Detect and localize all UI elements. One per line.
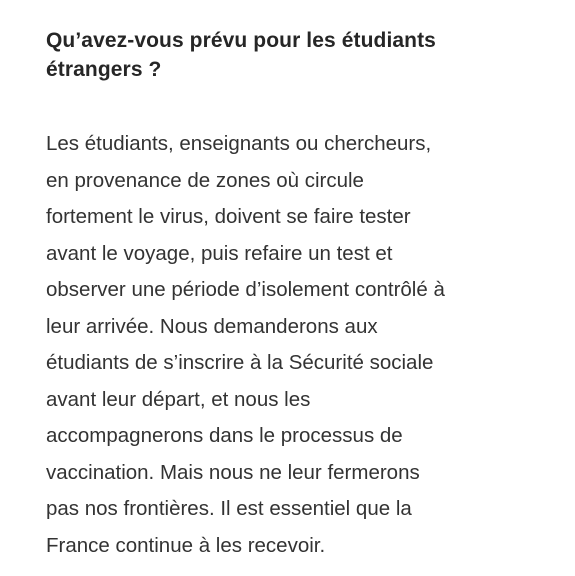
question-line: Qu’avez-vous prévu pour les étudiants <box>46 29 436 52</box>
answer-line: avant leur départ, et nous les <box>46 387 311 411</box>
answer-line: leur arrivée. Nous demanderons aux <box>46 314 378 338</box>
answer-line: Les étudiants, enseignants ou chercheurs, <box>46 132 432 155</box>
question-line: étrangers ? <box>46 58 162 81</box>
answer-line: pas nos frontières. Il est essentiel que la <box>46 497 412 520</box>
answer-line: étudiants de s’inscrire à la Sécurité sociale <box>46 351 434 374</box>
answer-paragraph <box>46 126 535 564</box>
answer-line: accompagnerons dans le processus de <box>46 424 403 447</box>
answer-line: vaccination. Mais nous ne leur fermerons <box>46 460 420 484</box>
answer-line: observer une période d’isolement contrôlé à <box>46 278 445 301</box>
answer-line: France continue à les recevoir. <box>46 533 326 557</box>
question-heading <box>46 26 535 84</box>
answer-line: fortement le virus, doivent se faire tester <box>46 205 411 228</box>
answer-line: avant le voyage, puis refaire un test et <box>46 241 393 265</box>
answer-line: en provenance de zones où circule <box>46 168 364 192</box>
